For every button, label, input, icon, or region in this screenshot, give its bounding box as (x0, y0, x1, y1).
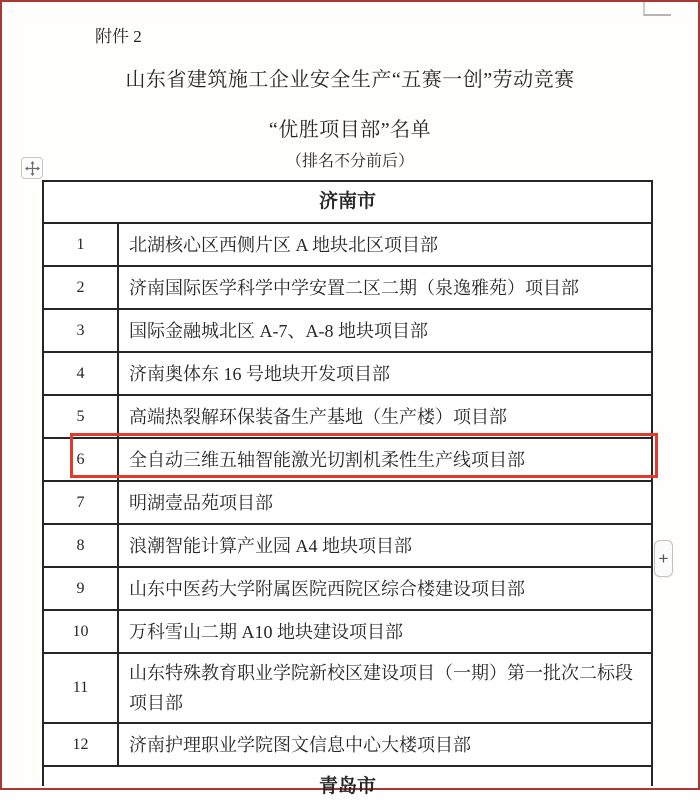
table-row (44, 351, 651, 394)
row-number-cell[interactable]: 6 (44, 439, 119, 480)
city-header-jinan[interactable]: 济南市 (318, 191, 376, 212)
project-name-cell[interactable]: 济南护理职业学院图文信息中心大楼项目部 (129, 734, 471, 755)
project-name-cell[interactable]: 山东中医药大学附属医院西院区综合楼建设项目部 (129, 578, 525, 599)
table-row (44, 437, 651, 480)
row-number-cell[interactable]: 11 (44, 654, 119, 722)
project-name-cell[interactable]: 浪潮智能计算产业园 A4 地块项目部 (129, 535, 412, 556)
table-row (44, 394, 651, 437)
row-number-cell[interactable]: 8 (44, 525, 119, 566)
attachment-label: 附件 2 (95, 27, 142, 46)
project-name-cell[interactable]: 山东特殊教育职业学院新校区建设项目（一期）第一批次二标段项目部 (129, 663, 633, 713)
project-name-cell[interactable]: 北湖核心区西侧片区 A 地块北区项目部 (129, 234, 439, 255)
winners-table (42, 180, 653, 797)
row-number-cell[interactable]: 2 (44, 267, 119, 308)
insert-row-button[interactable]: + (654, 540, 673, 577)
table-row (44, 308, 651, 351)
table-row (44, 722, 651, 765)
row-number-cell[interactable]: 1 (44, 224, 119, 265)
table-row (44, 652, 651, 722)
table-row (44, 265, 651, 308)
project-name-cell[interactable]: 全自动三维五轴智能激光切割机柔性生产线项目部 (129, 449, 525, 470)
project-name-cell[interactable]: 万科雪山二期 A10 地块建设项目部 (129, 621, 403, 642)
table-row (44, 523, 651, 566)
document-title-line2: “优胜项目部”名单 (268, 119, 432, 141)
project-name-cell[interactable]: 国际金融城北区 A-7、A-8 地块项目部 (129, 320, 428, 341)
project-name-cell[interactable]: 济南奥体东 16 号地块开发项目部 (129, 363, 390, 384)
row-number-cell[interactable]: 4 (44, 353, 119, 394)
table-rows-container (44, 222, 651, 765)
table-row (44, 480, 651, 523)
document-title-line1: 山东省建筑施工企业安全生产“五赛一创”劳动竞赛 (125, 69, 575, 91)
table-row (44, 566, 651, 609)
project-name-cell[interactable]: 济南国际医学科学中学安置二区二期（泉逸雅苑）项目部 (129, 277, 579, 298)
ranking-note: （排名不分前后） (285, 153, 414, 170)
row-number-cell[interactable]: 5 (44, 396, 119, 437)
project-name-cell[interactable]: 明湖壹品苑项目部 (129, 492, 273, 513)
table-row (44, 609, 651, 652)
row-number-cell[interactable]: 3 (44, 310, 119, 351)
table-move-handle[interactable] (21, 157, 43, 179)
row-number-cell[interactable]: 10 (44, 611, 119, 652)
row-number-cell[interactable]: 9 (44, 568, 119, 609)
table-row (44, 222, 651, 265)
text-boundary-corner-mark (643, 2, 671, 16)
row-number-cell[interactable]: 7 (44, 482, 119, 523)
row-number-cell[interactable]: 12 (44, 724, 119, 765)
project-name-cell[interactable]: 高端热裂解环保装备生产基地（生产楼）项目部 (129, 406, 507, 427)
move-icon (25, 161, 40, 176)
city-header-next-clipped[interactable]: 青岛市 (44, 765, 651, 786)
